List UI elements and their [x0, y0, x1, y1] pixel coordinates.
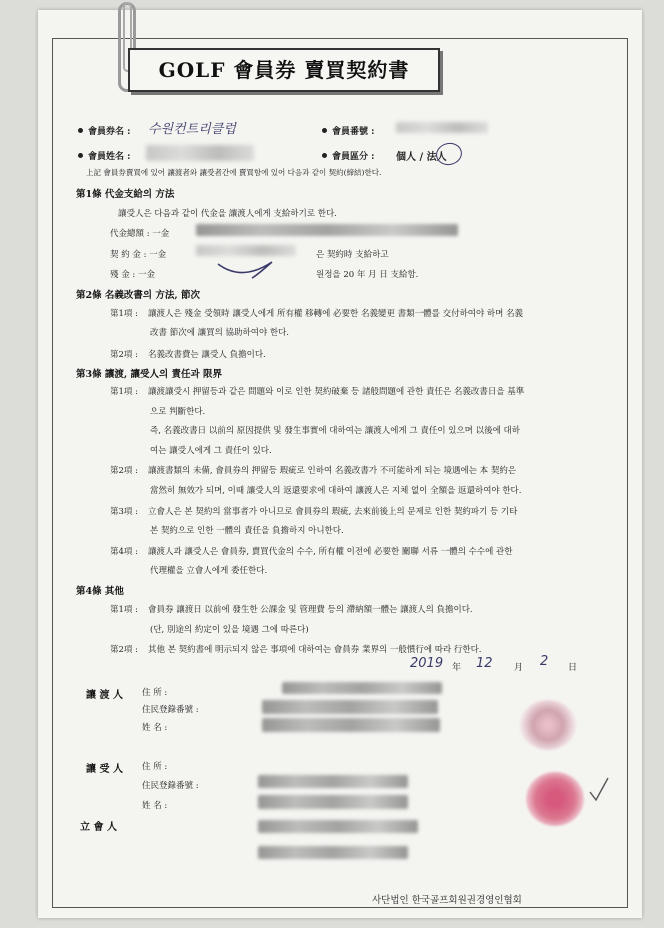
bullet-icon: [322, 128, 327, 133]
date-month-label: 月: [514, 663, 524, 673]
date-year: 2019: [410, 656, 444, 671]
article2-heading: 第2條 名義改書의 方法, 節次: [76, 290, 201, 301]
bullet-icon: [78, 128, 83, 133]
article3-p1-label: 第1項 :: [110, 387, 138, 397]
balance-note: 원정을 20 年 月 日 支給함.: [316, 270, 419, 280]
article2-p2-line1: 名義改書費는 讓受人 負擔이다.: [148, 350, 266, 360]
member-class-label: 會員區分 :: [332, 152, 375, 162]
member-name-label: 會員姓名 :: [88, 152, 131, 162]
membership-name-value: 수원컨트리클럽: [148, 122, 236, 137]
article3-p1-line2: 으로 判斷한다.: [150, 407, 206, 417]
transferee-address-label: 住 所 :: [142, 762, 168, 772]
transferor-id-redacted: [262, 700, 438, 714]
deposit-note: 은 契約時 支給하고: [316, 250, 389, 260]
bullet-icon: [322, 153, 327, 158]
transferor-seal-stamp: [520, 700, 576, 750]
article3-heading: 第3條 讓渡, 讓受人의 責任과 限界: [76, 369, 223, 380]
transferor-address-label: 住 所 :: [142, 688, 168, 698]
transferor-name-redacted: [262, 718, 440, 732]
member-number-label: 會員番號 :: [332, 127, 375, 137]
witness-label: 立 會 人: [80, 822, 117, 833]
article2-p1-label: 第1項 :: [110, 309, 138, 319]
article4-p1-line2: (단, 別途의 約定이 있을 境遇 그에 따른다): [150, 625, 309, 635]
member-name-redacted: [146, 145, 254, 161]
intro-text: 上記 會員券賣買에 있어 讓渡者와 讓受者간에 賣買함에 있어 다음과 같이 契約(締結)한다.: [86, 168, 382, 177]
witness-name-redacted: [258, 846, 408, 859]
transferee-label: 讓 受 人: [86, 764, 123, 775]
article1-heading: 第1條 代金支給의 方法: [76, 189, 175, 200]
member-number-redacted: [396, 122, 488, 133]
article3-p2-label: 第2項 :: [110, 466, 138, 476]
balance-label: 殘 金 : 一金: [110, 270, 155, 280]
witness-address-redacted: [258, 820, 418, 833]
transferee-seal-stamp: [526, 772, 584, 826]
article3-p1-line3: 즉, 名義改書日 以前의 原因提供 및 發生事實에 대하여는 讓渡人에게 그 責任이 있으며 以後에 대하: [150, 426, 520, 436]
date-day-label: 日: [568, 663, 578, 673]
date-month: 12: [476, 656, 493, 671]
article3-p1-line4: 여는 讓受人에게 그 責任이 있다.: [150, 446, 272, 456]
association-footer: 사단법인 한국골프회원권경영인협회: [372, 895, 522, 906]
transferee-name-redacted: [258, 795, 408, 809]
date-day: 2: [540, 654, 549, 669]
article4-heading: 第4條 其他: [76, 586, 124, 597]
article3-p3-line1: 立會人은 본 契約의 當事者가 아니므로 會員券의 瑕疵, 去來前後上의 문제로 인한 契約파기 등 기타: [148, 507, 518, 517]
transferor-id-label: 住民登錄番號 :: [142, 705, 199, 715]
article4-p1-line1: 會員券 讓渡日 以前에 發生한 公課金 및 管理費 등의 滯納額一體는 讓渡人의 負擔이다.: [148, 605, 473, 615]
price-label: 代金總額 : 一金: [110, 229, 170, 239]
handwritten-balance-mark: [212, 254, 282, 284]
transferor-label: 讓 渡 人: [86, 690, 123, 701]
handwritten-check-mark: [586, 774, 612, 804]
article3-p1-line1: 讓渡讓受시 押留등과 같은 問題와 이로 인한 契約破棄 등 諸般問題에 관한 責任은 名義改書日을 基準: [148, 387, 525, 397]
transferor-address-redacted: [282, 682, 442, 694]
transferee-id-redacted: [258, 775, 408, 788]
article3-p4-label: 第4項 :: [110, 547, 138, 557]
article2-p2-label: 第2項 :: [110, 350, 138, 360]
article3-p4-line1: 讓渡人과 讓受人은 會員券, 賣買代金의 수수, 所有權 이전에 必要한 關聯 서류 一體의 수수에 관한: [148, 547, 513, 557]
article2-p1-line1: 讓渡人은 殘金 受領時 讓受人에게 所有權 移轉에 必要한 名義變更 書類一體를 交付하여야 하며 名義: [148, 309, 524, 319]
article4-p2-line1: 其他 본 契約書에 明示되지 않은 事項에 대하여는 會員券 業界의 一般慣行에 따라 行한다.: [148, 645, 482, 655]
article3-p3-label: 第3項 :: [110, 507, 138, 517]
bullet-icon: [78, 153, 83, 158]
deposit-label: 契 約 金 : 一金: [110, 250, 167, 260]
article3-p2-line2: 當然히 無效가 되며, 이때 讓受人의 返還要求에 대하여 讓渡人은 지체 없이 全額을 返還하여야 한다.: [150, 486, 522, 496]
member-class-value: 個人 / 法人: [396, 152, 447, 163]
date-year-label: 年: [452, 663, 462, 673]
transferee-id-label: 住民登錄番號 :: [142, 781, 199, 791]
article3-p3-line2: 본 契約으로 인한 一體의 責任을 負擔하지 아니한다.: [150, 526, 344, 536]
article3-p4-line2: 代理權을 立會人에게 委任한다.: [150, 566, 268, 576]
membership-name-label: 會員券名 :: [88, 127, 131, 137]
article3-p2-line1: 讓渡書類의 未備, 會員券의 押留등 瑕疵로 인하여 名義改書가 不可能하게 되는 境遇에는 本 契約은: [148, 466, 517, 476]
article4-p1-label: 第1項 :: [110, 605, 138, 615]
article4-p2-label: 第2項 :: [110, 645, 138, 655]
article1-line1: 讓受人은 다음과 같이 代金을 讓渡人에게 支給하기로 한다.: [118, 209, 337, 219]
transferor-name-label: 姓 名 :: [142, 723, 168, 733]
document-title: GOLF 會員券 賣買契約書: [128, 48, 440, 92]
transferee-name-label: 姓 名 :: [142, 801, 168, 811]
article2-p1-line2: 改書 節次에 讓買의 協助하여야 한다.: [150, 328, 289, 338]
price-redacted: [196, 224, 458, 236]
